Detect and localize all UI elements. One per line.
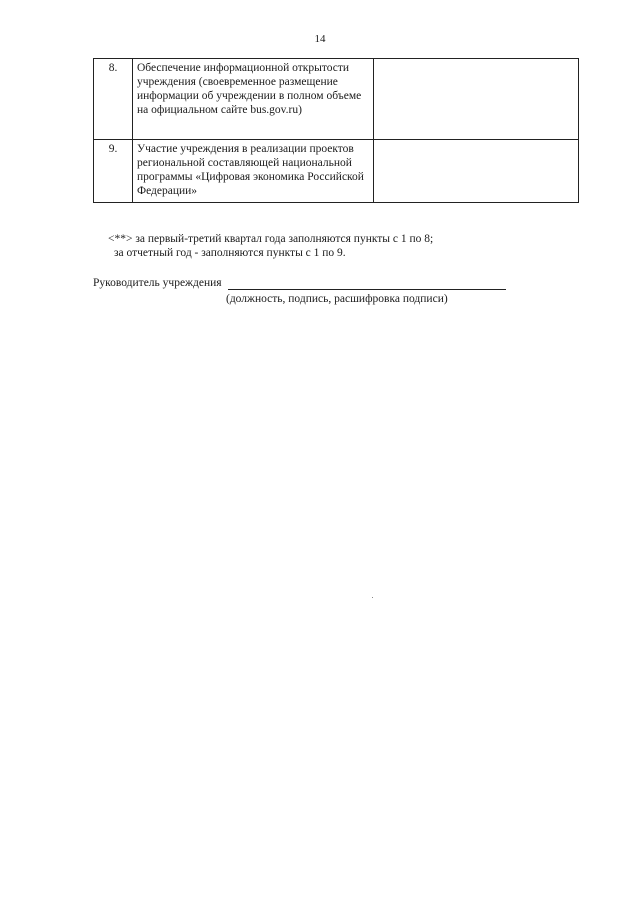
table-row xyxy=(94,59,579,140)
signature-block xyxy=(93,276,506,290)
footnote xyxy=(108,232,433,260)
criteria-table xyxy=(93,58,579,203)
row-description: Участие учреждения в реализации проектов региональной составляющей национальной программы «Цифровая экономика Российской Федерации» xyxy=(133,140,374,203)
row-description: Обеспечение информационной открытости учреждения (своевременное размещение информации об учреждении в полном объеме на официальном сайте bus.gov.ru) xyxy=(133,59,374,140)
page-number: 14 xyxy=(314,33,326,45)
signature-label: Руководитель учреждения xyxy=(93,277,222,289)
footnote-line-2: за отчетный год - заполняются пункты с 1 по 9. xyxy=(114,247,346,259)
signature-line[interactable] xyxy=(228,277,506,290)
table-row xyxy=(94,140,579,203)
row-number: 9. xyxy=(94,140,133,203)
scan-speck xyxy=(372,597,373,598)
signature-caption: (должность, подпись, расшифровка подписи) xyxy=(226,293,448,305)
row-value-cell[interactable] xyxy=(374,140,579,203)
row-value-cell[interactable] xyxy=(374,59,579,140)
row-number: 8. xyxy=(94,59,133,140)
footnote-line-1: <**> за первый-третий квартал года заполняются пункты с 1 по 8; xyxy=(108,233,434,245)
